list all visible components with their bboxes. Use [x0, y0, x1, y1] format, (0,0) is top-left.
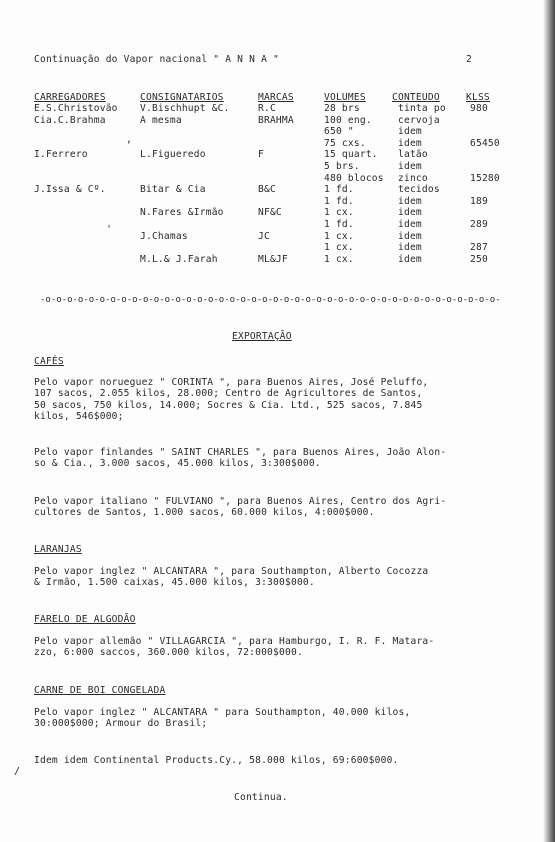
header-title: Continuação do Vapor nacional " A N N A ": [34, 54, 280, 65]
table-cell: L.Figueredo: [140, 149, 206, 161]
table-cell: 100 eng.: [324, 114, 372, 126]
table-cell: 1 cx.: [324, 253, 354, 265]
table-cell: 28 brs: [324, 103, 360, 114]
paragraph-line: Pelo vapor italiano " FULVIANO ", para Buenos Aires, Centro dos Agri-: [34, 496, 447, 507]
table-cell: 1 cx.: [324, 230, 354, 242]
table-cell: idem: [398, 219, 422, 230]
table-cell: Bitar & Cia: [140, 184, 206, 196]
page-edge-shadow: [543, 0, 555, 842]
paragraph-line: kilos, 546$000;: [34, 410, 124, 422]
table-cell: N.Fares &Irmão: [140, 207, 224, 219]
ink-speck: ': [106, 224, 113, 235]
table-cell: 650 ": [324, 126, 354, 138]
table-cell: 1 fd.: [324, 195, 354, 207]
table-cell: tinta po: [398, 103, 446, 114]
paragraph-line: zzo, 6:000 saccos, 360.000 kilos, 72:000$000.: [34, 647, 303, 659]
table-cell: idem: [398, 161, 422, 172]
table-cell: idem: [398, 230, 422, 242]
paragraph-line: Pelo vapor finlandes " SAINT CHARLES ", para Buenos Aires, João Alon-: [34, 447, 447, 458]
table-cell: I.Ferrero: [34, 149, 88, 161]
table-cell: 980: [470, 103, 488, 114]
table-cell: M.L.& J.Farah: [140, 253, 218, 265]
footer-continua: Continua.: [234, 792, 288, 803]
table-cell: 5 brs.: [324, 161, 360, 172]
table-cell: cervoja: [398, 114, 440, 126]
table-cell: idem: [398, 126, 422, 138]
separator-line: -o-o-o-o-o-o-o-o-o-o-o-o-o-o-o-o-o-o-o-o-o-o-o-o-o-o-o-o-o-o-o-o-o-o-o-o-o-o-o-o-o-o-: [40, 295, 501, 305]
table-cell: idem: [398, 253, 422, 265]
paragraph-line: Pelo vapor inglez " ALCANTARA ", para Southampton, Alberto Cocozza: [34, 566, 429, 577]
table-cell: 1 cx.: [324, 207, 354, 219]
paragraph-line: 50 sacos, 750 kilos, 14.000; Socres & Cia. Ltd., 525 sacos, 7.845: [34, 399, 423, 411]
table-cell: 15 quart.: [324, 149, 378, 161]
table-cell: Cia.C.Brahma: [34, 114, 106, 126]
table-cell: 189: [470, 195, 488, 207]
table-cell: 1 fd.: [324, 219, 354, 230]
table-cell: 65450: [470, 137, 500, 149]
table-cell: E.S.Christovão: [34, 103, 118, 114]
paragraph-line: Pelo vapor norueguez " CORINTA ", para Buenos Aires, José Peluffo,: [34, 377, 429, 388]
section-heading: CARNE DE BOI CONGELADA: [34, 685, 166, 696]
table-cell: A mesma: [140, 114, 182, 126]
table-cell: 1 fd.: [324, 184, 354, 196]
col-header-contents: CONTEUDO: [392, 92, 440, 103]
section-title: EXPORTAÇÃO: [232, 331, 292, 342]
paragraph-line: Pelo vapor inglez " ALCANTARA " para Southampton, 40.000 kilos,: [34, 707, 411, 718]
paragraph-line: Pelo vapor allemão " VILLAGARCIA ", para Hamburgo, I. R. F. Matara-: [34, 636, 435, 647]
table-cell: 15280: [470, 172, 500, 184]
table-cell: 480 blocos: [324, 172, 384, 184]
ink-speck: ,: [126, 134, 133, 145]
section-heading: CAFÉS: [34, 356, 64, 367]
table-cell: 250: [470, 253, 488, 265]
table-cell: J.Chamas: [140, 230, 188, 242]
paragraph-line: 107 sacos, 2.055 kilos, 28.000; Centro de Agricultores de Santos,: [34, 388, 423, 400]
table-cell: B&C: [258, 184, 276, 196]
table-cell: ML&JF: [258, 253, 288, 265]
table-cell: F: [258, 149, 264, 161]
table-cell: V.Bischhupt &C.: [140, 103, 230, 114]
table-cell: tecidos: [398, 184, 440, 196]
table-cell: 1 cx.: [324, 242, 354, 254]
ink-speck: /: [14, 766, 21, 777]
col-header-consignees: CONSIGNATARIOS: [140, 92, 224, 103]
table-cell: idem: [398, 207, 422, 219]
section-heading: LARANJAS: [34, 544, 82, 555]
paragraph-line: & Irmão, 1.500 caixas, 45.000 kilos, 3:300$000.: [34, 577, 315, 589]
table-cell: BRAHMA: [258, 114, 294, 126]
col-header-kilos: KLSS: [466, 92, 490, 103]
table-cell: NF&C: [258, 207, 282, 219]
col-header-marks: MARCAS: [258, 92, 294, 103]
table-cell: idem: [398, 195, 422, 207]
paragraph-line: 30:000$000; Armour do Brasil;: [34, 718, 208, 730]
table-cell: 289: [470, 219, 488, 230]
section-heading: FARELO DE ALGODÃO: [34, 614, 136, 625]
col-header-volumes: VOLUMES: [324, 92, 366, 103]
table-cell: J.Issa & Cº.: [34, 184, 106, 196]
table-cell: R.C: [258, 103, 276, 114]
page-number: 2: [466, 54, 472, 65]
table-cell: idem: [398, 242, 422, 254]
paragraph-line: Idem idem Continental Products.Cy., 58.000 kilos, 69:600$000.: [34, 755, 399, 766]
col-header-shippers: CARREGADORES: [34, 92, 106, 103]
paragraph-line: so & Cia., 3.000 sacos, 45.000 kilos, 3:300$000.: [34, 458, 321, 470]
table-cell: zinco: [398, 172, 428, 184]
table-cell: 287: [470, 242, 488, 254]
table-cell: JC: [258, 230, 270, 242]
table-cell: latão: [398, 149, 428, 161]
paragraph-line: cultores de Santos, 1.000 sacos, 60.000 kilos, 4:000$000.: [34, 507, 375, 519]
table-cell: 75 cxs.: [324, 137, 366, 149]
table-cell: idem: [398, 137, 422, 149]
